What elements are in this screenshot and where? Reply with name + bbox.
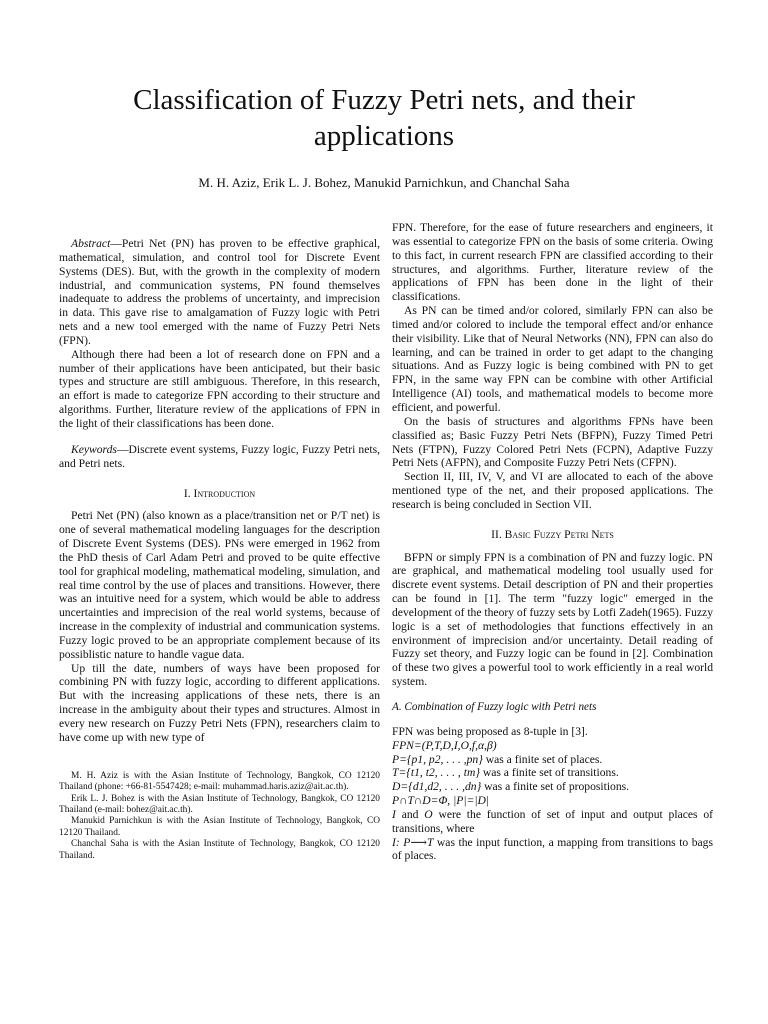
abstract-label: Abstract: [71, 237, 111, 250]
keywords-text: —Discrete event systems, Fuzzy logic, Fuzzy Petri nets, and Petri nets.: [59, 442, 380, 470]
right-column: [392, 221, 713, 863]
symbol-o: O: [424, 807, 433, 821]
abstract-paragraph: [59, 237, 380, 348]
paragraph-8-tuple: FPN was being proposed as 8-tuple in [3].: [392, 724, 588, 738]
equation-input-function: I: P⟶T: [392, 835, 434, 849]
definition-input-function: [392, 836, 713, 864]
left-column: [59, 221, 380, 862]
equation-places: P={p1, p2, . . . ,pn}: [392, 752, 483, 766]
definition-propositions-text: was a finite set of propositions.: [481, 780, 630, 794]
footnote-saha: Chanchal Saha is with the Asian Institute of Technology, Bangkok, CO 12120 Thailand.: [59, 839, 380, 861]
text-and: and: [395, 807, 425, 821]
section-heading-basic-fpn: II. Basic Fuzzy Petri Nets: [491, 527, 614, 541]
equation-fpn-tuple: FPN=(P,T,D,I,O,f,α,β): [392, 738, 497, 752]
paragraph-bfpn: BFPN or simply FPN is a combination of PN and fuzzy logic. PN are graphical, and mathematical modeling tool usually used for discrete event systems. Detail description of PN and their properties can be found in [1]. The term "fuzzy logic" emerged in the development of the theory of fuzzy sets by Lotfi Zadeh(1965). Fuzzy logic is a set of methodologies that functions effectively in an environment of imprecision and/or uncertainty. Detail reading of Fuzzy set theory, and Fuzzy logic can be found in [2]. Combination of these two gives a powerful tool to work efficiently in a real world system.: [392, 550, 713, 689]
footnote-parnichkun: Manukid Parnichkun is with the Asian Institute of Technology, Bangkok, CO 12120 Thailand.: [59, 816, 380, 838]
definition-input-function-text: was the input function, a mapping from transitions to bags of places.: [392, 835, 713, 863]
definition-places-text: was a finite set of places.: [482, 752, 603, 766]
paragraph-fpn-continued: FPN. Therefore, for the ease of future researchers and engineers, it was essential to categorize FPN on the basis of some criteria. Owing to this fact, in current research FPN are classified according to their structures, and algorithms. Further, literature review of the applications of FPN has been done in the light of their classifications.: [392, 221, 713, 304]
footnote-aziz: M. H. Aziz is with the Asian Institute of Technology, Bangkok, CO 12120 Thailand (phone: +66-81-5547428; e-mail: muhammad.haris.aziz@ait.ac.th).: [59, 770, 380, 793]
definition-transitions: [392, 766, 713, 780]
equation-intersection: P∩T∩D=Φ, |P|=|D|: [392, 794, 490, 808]
definition-propositions: [392, 780, 713, 794]
equation-propositions: D={d1,d2, . . . ,dn}: [392, 780, 482, 794]
definition-places: [392, 753, 713, 767]
subsection-heading-combination: A. Combination of Fuzzy logic with Petri nets: [392, 701, 597, 713]
paper-title: Classification of Fuzzy Petri nets, and their applications: [133, 84, 635, 152]
section-heading-introduction: I. Introduction: [183, 486, 256, 500]
abstract-text: —Petri Net (PN) has proven to be effective graphical, mathematical, simulation, and control tool for Discrete Event Systems (DES). But, with the growth in the complexity of modern industrial, and communication systems, PN found themselves inadequate to address the problems of uncertainty, and imprecision in data. This gave rise to amalgamation of Fuzzy logic with Petri nets and a new tool emerged with the name of Fuzzy Petri Nets (FPN).: [59, 237, 380, 347]
paragraph-classification: On the basis of structures and algorithms FPNs have been classified as; Basic Fuzzy Petri Nets (BFPN), Fuzzy Timed Petri Nets (FTPN), Fuzzy Colored Petri Nets (FCPN), Adaptive Fuzzy Petri Nets (AFPN), and Composite Fuzzy Petri Nets (CFPN).: [392, 414, 713, 470]
intro-paragraph-1: Petri Net (PN) (also known as a place/transition net or P/T net) is one of several mathematical modeling languages for the description of Discrete Event Systems (DES). PNs were emerged in 1962 from the PhD thesis of Carl Adam Petri and proved to be quite effective tool for graphical modeling, mathematical modeling, simulation, and real time control by the use of places and transitions. However, there was an intuitive need for a system, which would be able to address uncertainties and imprecision of the real world systems, because of increase in the complexity of industrial and communication systems. Fuzzy logic proved to be an appropriate complement because of its possiblistic nature to handle vague data.: [59, 509, 380, 661]
equation-transitions: T={t1, t2, . . . , tm}: [392, 766, 480, 780]
definition-input-output: [392, 808, 713, 836]
definition-transitions-text: was a finite set of transitions.: [479, 766, 619, 780]
symbol-i: I: [392, 807, 396, 821]
definition-input-output-text: were the function of set of input and output places of transitions, where: [392, 807, 713, 835]
author-list: M. H. Aziz, Erik L. J. Bohez, Manukid Parnichkun, and Chanchal Saha: [198, 175, 570, 190]
footnotes: [59, 771, 380, 862]
abstract-paragraph-2: Although there had been a lot of research done on FPN and a number of their applications have been anticipated, but their basic types and structure are still ambiguous. Therefore, in this research, an effort is made to categorize FPN according to their structure and algorithms. Further, literature review of the applications of FPN in the light of their classifications has been done.: [59, 347, 380, 430]
intro-paragraph-2: Up till the date, numbers of ways have been proposed for combining PN with fuzzy logic, according to different applications. But with the increasing applications of these nets, there is an increase in the ambiguity about their types and structures. Almost in every new research on Fuzzy Petri Nets (FPN), researchers claim to have come up with new type of: [59, 661, 380, 744]
paragraph-sections: Section II, III, IV, V, and VI are allocated to each of the above mentioned type of the net, and their proposed applications. The research is being concluded in Section VII.: [392, 470, 713, 511]
keywords-paragraph: [59, 443, 380, 471]
keywords-label: Keywords: [71, 442, 117, 456]
footnote-bohez: Erik L. J. Bohez is with the Asian Institute of Technology, Bangkok, CO 12120 Thailand (e-mail: bohez@ait.ac.th).: [59, 793, 380, 815]
paragraph-timed-colored: As PN can be timed and/or colored, similarly FPN can also be timed and/or colored to include the temporal effect and/or enhance their visibility. Like that of Neural Networks (NN), FPN can also do learning, and can be trained in order to get adapt to the changing situations. And as Fuzzy logic is being combined with PN to get FPN, in the same way FPN can be combine with other Artificial Intelligence (AI) tools, and mathematical models to become more efficient, and powerful.: [392, 304, 713, 414]
